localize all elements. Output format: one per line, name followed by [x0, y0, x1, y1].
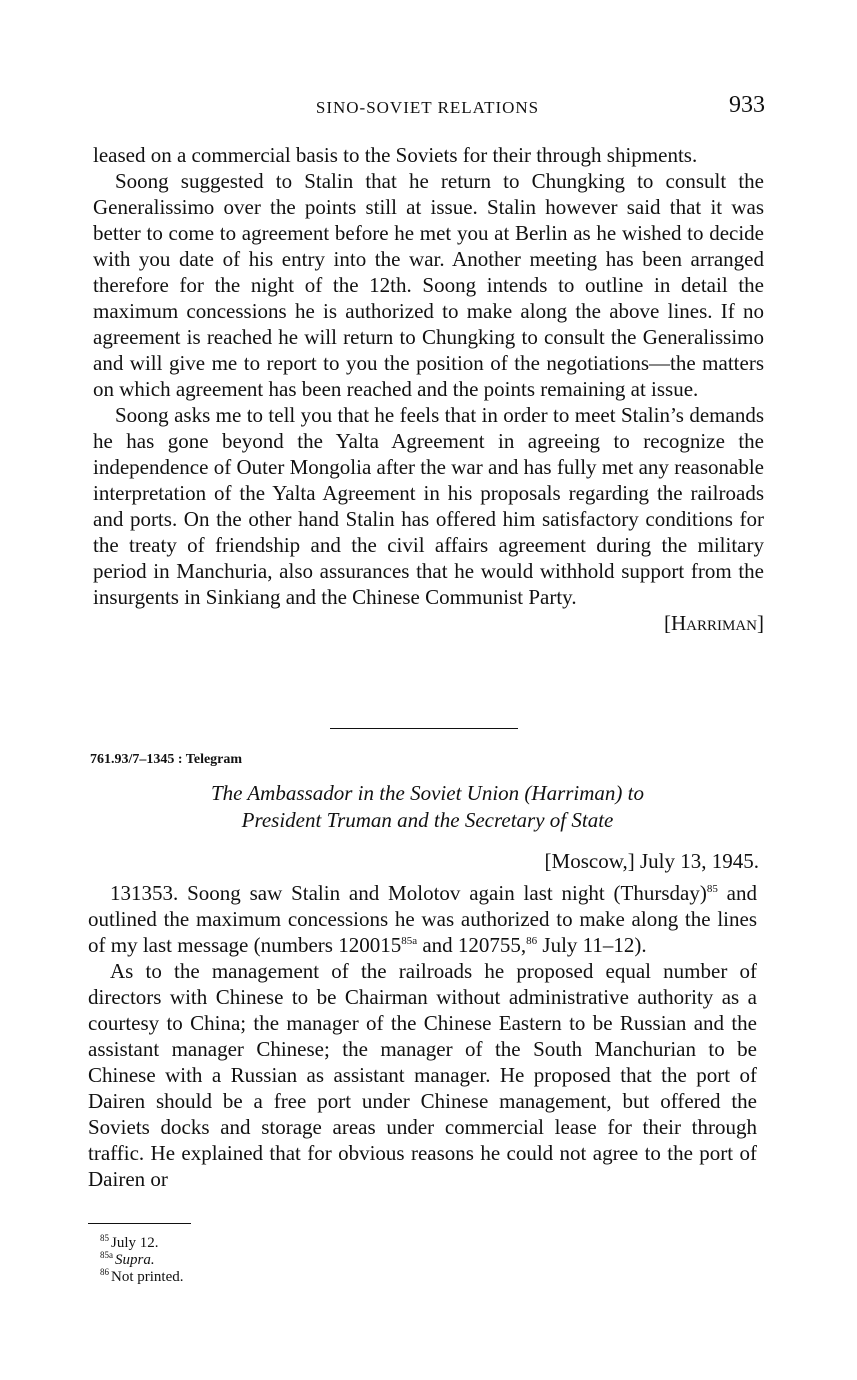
footnote-ref: 86 [526, 935, 538, 947]
footnote-number: 85 [100, 1233, 109, 1243]
paragraph-soong-suggested: Soong suggested to Stalin that he return to Chungking to consult the Generalissimo over the points still at issue. Stalin however said that it was better to come to agreement before he met you at Berlin as he wished to decide with you date of his entry into the war. Another meeting has been arranged therefore for the night of the 12th. Soong intends to outline in detail the maximum concessions he is authorized to make along the above lines. If no agreement is reached he will return to Chungking to consult the Generalissimo and will give me to report to you the position of the negotiations—the matters on which agreement has been reached and the points remaining at issue. [93, 169, 764, 401]
text-segment: 131353. Soong saw Stalin and Molotov again last night (Thursday) [110, 881, 707, 905]
running-title: SINO-SOVIET RELATIONS [315, 98, 540, 117]
paragraph-continued: leased on a commercial basis to the Soviets for their through shipments. [93, 143, 698, 167]
footnotes [100, 1235, 184, 1286]
title-line-2: President Truman and the Secretary of State [241, 808, 614, 832]
footnote-number: 85a [100, 1250, 113, 1260]
text-segment: July 11–12). [537, 933, 647, 957]
telegram-body [88, 880, 757, 1192]
signature-harriman: [Harriman] [664, 611, 764, 635]
footnote-number: 86 [100, 1267, 109, 1277]
page-header [90, 92, 765, 124]
footnote-text: Not printed. [111, 1269, 184, 1285]
page-number: 933 [729, 92, 765, 118]
section-divider [330, 728, 518, 729]
footnote-divider [88, 1223, 191, 1224]
footnote [100, 1252, 184, 1269]
footnote-ref: 85a [401, 935, 418, 947]
file-number: 761.93/7–1345 : Telegram [90, 752, 243, 767]
document-title [90, 780, 765, 834]
title-line-1: The Ambassador in the Soviet Union (Harriman) to [210, 781, 644, 805]
text-segment: and outlined the maximum concessions he was authorized to make along the lines of my last message (numbers 120015 [88, 881, 757, 957]
paragraph-soong-asks: Soong asks me to tell you that he feels that in order to meet Stalin’s demands he has gone beyond the Yalta Agreement in agreeing to recognize the independence of Outer Mongolia after the war and has fully met any reasonable interpretation of the Yalta Agreement in his proposals regarding the railroads and ports. On the other hand Stalin has offered him satisfactory conditions for the treaty of friendship and the civil affairs agreement during the military period in Manchuria, also assurances that he would withhold support from the insurgents in Sinkiang and the Chinese Communist Party. [93, 403, 764, 609]
footnote-text: July 12. [111, 1235, 159, 1251]
continued-telegram-text [93, 142, 764, 636]
footnote-text: Supra. [115, 1252, 155, 1268]
footnote [100, 1269, 184, 1286]
dateline: [Moscow,] July 13, 1945. [544, 849, 759, 873]
paragraph-railroads: As to the management of the railroads he proposed equal number of directors with Chinese to be Chairman without administrative authority as a courtesy to China; the manager of the Chinese Eastern to be Russian and the assistant manager Chinese; the manager of the South Manchurian to be Chinese with a Russian as assistant manager. He proposed that the port of Dairen should be a free port under Chinese management, but offered the Soviets docks and storage areas under commercial lease for their through traffic. He explained that for obvious reasons he could not agree to the port of Dairen or [88, 959, 757, 1191]
footnote-ref: 85 [706, 883, 718, 895]
text-segment: and 120755, [417, 933, 527, 957]
paragraph-131353 [88, 880, 757, 958]
